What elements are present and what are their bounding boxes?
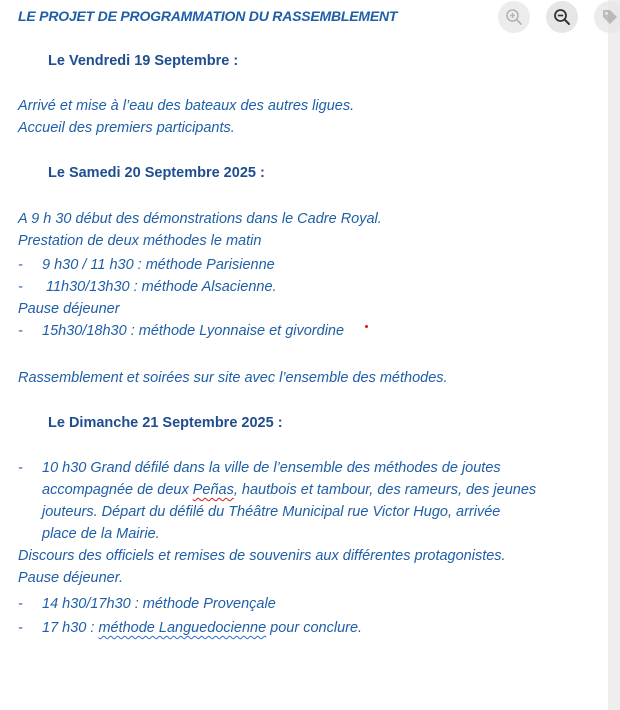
saturday-item-3: 15h30/18h30 : méthode Lyonnaise et givordine xyxy=(42,323,345,339)
viewer-toolbar xyxy=(496,0,620,34)
list-dash: - xyxy=(18,460,23,476)
text-run: , hautbois et tambour, des rameurs, des jeunes xyxy=(233,482,537,498)
list-dash: - xyxy=(18,323,23,339)
text-run: pour conclure. xyxy=(266,620,363,636)
sunday-speeches: Discours des officiels et remises de souvenirs aux différentes protagonistes. xyxy=(18,548,506,564)
zoom-out-icon xyxy=(553,8,571,26)
saturday-intro-1: A 9 h 30 début des démonstrations dans le Cadre Royal. xyxy=(18,211,382,227)
heading-friday: Le Vendredi 19 Septembre : xyxy=(48,53,239,69)
sunday-item-2: 14 h30/17h30 : méthode Provençale xyxy=(42,596,276,612)
list-dash: - xyxy=(18,620,23,636)
sunday-item-1-line-4: place de la Mairie. xyxy=(42,526,160,542)
text-run: accompagnée de deux xyxy=(42,482,193,498)
saturday-evening: Rassemblement et soirées sur site avec l’ensemble des méthodes. xyxy=(18,370,448,386)
saturday-item-2: 11h30/13h30 : méthode Alsacienne. xyxy=(46,279,277,295)
list-dash: - xyxy=(18,596,23,612)
list-dash: - xyxy=(18,279,23,295)
tag-button[interactable] xyxy=(594,1,620,33)
sunday-item-1-line-1: 10 h30 Grand défilé dans la ville de l’ensemble des méthodes de joutes xyxy=(42,460,501,476)
zoom-in-button[interactable] xyxy=(498,1,530,33)
heading-sunday: Le Dimanche 21 Septembre 2025 : xyxy=(48,415,283,431)
document-title: LE PROJET DE PROGRAMMATION DU RASSEMBLEMENT xyxy=(18,8,398,24)
saturday-item-1: 9 h30 / 11 h30 : méthode Parisienne xyxy=(42,257,275,273)
scrollbar-track[interactable] xyxy=(608,0,620,710)
sunday-item-1-line-3: jouteurs. Départ du défilé du Théâtre Municipal rue Victor Hugo, arrivée xyxy=(42,504,501,520)
heading-saturday: Le Samedi 20 Septembre 2025 : xyxy=(48,165,265,181)
spellcheck-word[interactable]: Peñas xyxy=(192,482,234,498)
zoom-in-icon xyxy=(505,8,523,26)
friday-line-2: Accueil des premiers participants. xyxy=(18,120,235,136)
text-run: 17 h30 : xyxy=(42,620,99,636)
saturday-intro-2: Prestation de deux méthodes le matin xyxy=(18,233,262,249)
cursor-mark xyxy=(365,325,368,328)
sunday-item-3 xyxy=(42,618,362,638)
friday-line-1: Arrivé et mise à l’eau des bateaux des autres ligues. xyxy=(18,98,355,114)
tag-icon xyxy=(601,8,619,26)
grammar-check-phrase[interactable]: méthode Languedocienne xyxy=(98,620,267,636)
saturday-pause: Pause déjeuner xyxy=(18,301,120,317)
sunday-item-1-line-2 xyxy=(42,480,536,500)
zoom-out-button[interactable] xyxy=(546,1,578,33)
list-dash: - xyxy=(18,257,23,273)
sunday-pause: Pause déjeuner. xyxy=(18,570,124,586)
